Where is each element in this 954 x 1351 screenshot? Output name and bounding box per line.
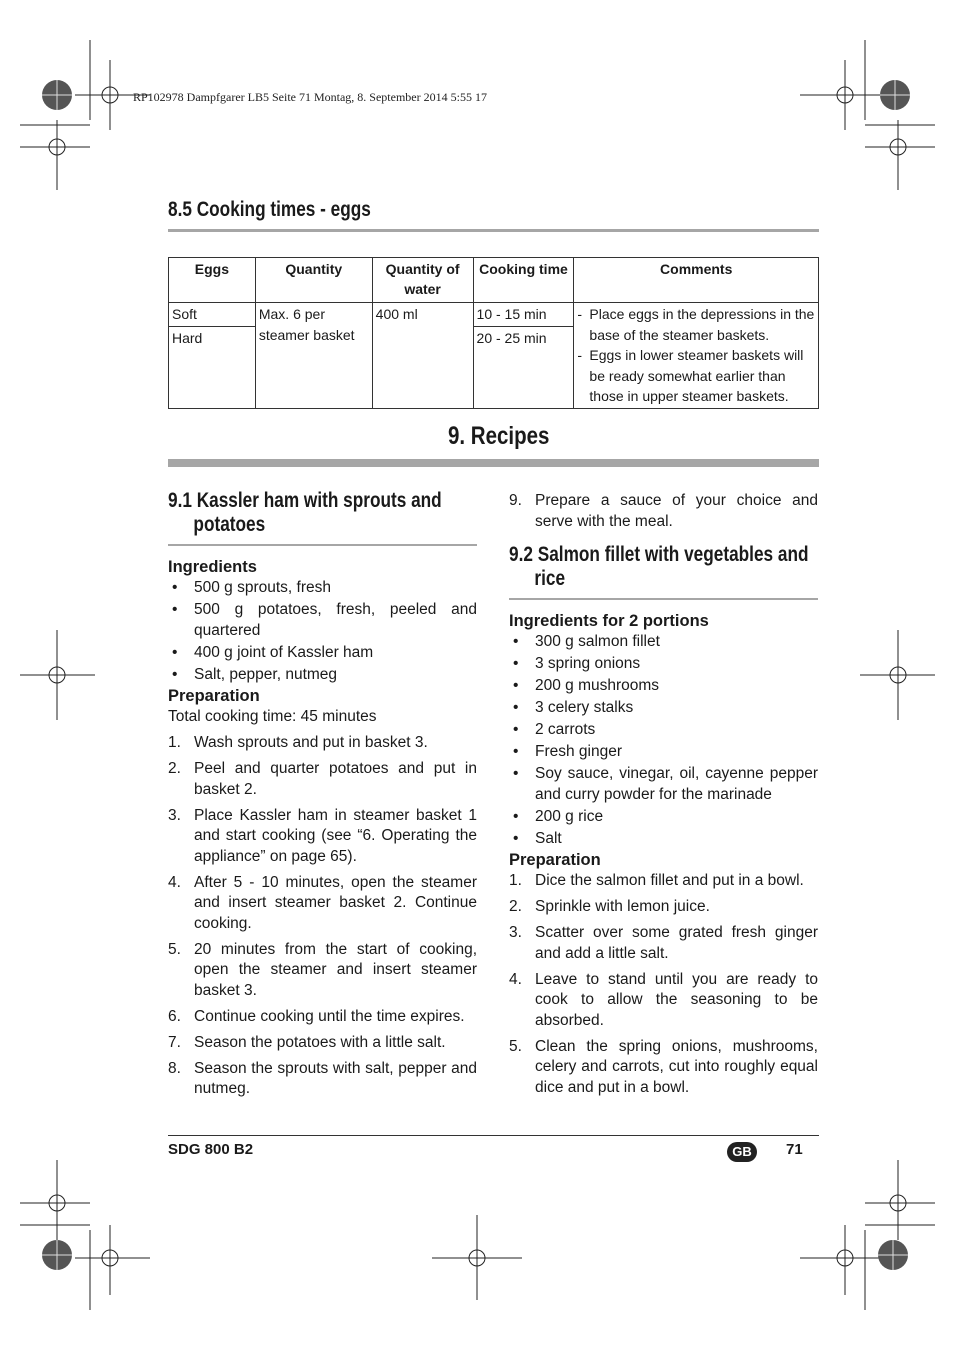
table-header: Quantity — [255, 258, 372, 303]
footer-rule — [168, 1135, 819, 1136]
list-item: • 3 spring onions — [509, 654, 818, 675]
recipe-9-2 — [509, 543, 818, 1104]
preparation-heading: Preparation — [509, 851, 601, 869]
list-item: • 2 carrots — [509, 720, 818, 741]
table-cell: Hard — [169, 326, 256, 408]
list-item: • 200 g rice — [509, 807, 818, 828]
steps-list — [509, 871, 818, 1098]
language-badge: GB — [727, 1142, 757, 1162]
list-item: 3. Place Kassler ham in steamer basket 1 and start cooking (see “6. Operating the appliance” on page 65). — [168, 806, 477, 865]
table-cell: Max. 6 per steamer basket — [255, 303, 372, 409]
table-header: Quantity of water — [372, 258, 473, 303]
list-item: • Salt — [509, 829, 818, 850]
table-header-row — [169, 258, 819, 303]
comment-item: - Eggs in lower steamer baskets will be ready somewhat earlier than those in upper steamer baskets. — [577, 347, 804, 404]
list-item: • 300 g salmon fillet — [509, 632, 818, 653]
ingredients-list — [509, 632, 818, 849]
ingredients-heading: Ingredients for 2 portions — [509, 612, 709, 630]
table-cell-comments — [574, 303, 819, 409]
footer-model: SDG 800 B2 — [168, 1141, 254, 1158]
table-cell: 400 ml — [372, 303, 473, 409]
list-item: • Soy sauce, vinegar, oil, cayenne pepper and curry powder for the marinade — [509, 764, 818, 805]
table-cell: 20 - 25 min — [473, 326, 574, 408]
steps-list — [168, 733, 477, 1100]
chapter-title: 9. Recipes — [448, 422, 550, 450]
total-time: Total cooking time: 45 minutes — [168, 708, 377, 725]
list-item: • Salt, pepper, nutmeg — [168, 665, 477, 686]
table-header: Cooking time — [473, 258, 574, 303]
section-rule — [168, 229, 819, 232]
list-item: • 3 celery stalks — [509, 698, 818, 719]
ingredients-heading: Ingredients — [168, 558, 257, 576]
list-item: 4. Leave to stand until you are ready to cook to allow the seasoning to be absorbed. — [509, 970, 818, 1029]
cooking-times-table — [168, 257, 819, 409]
preparation-heading: Preparation — [168, 687, 260, 705]
list-item: 9. Prepare a sauce of your choice and serve with the meal. — [509, 492, 818, 530]
steps-list — [509, 491, 818, 532]
list-item: 1. Wash sprouts and put in basket 3. — [168, 734, 428, 751]
recipe-9-1-continued — [509, 491, 818, 538]
table-row — [169, 303, 819, 327]
list-item: • Fresh ginger — [509, 742, 818, 763]
list-item: 8. Season the sprouts with salt, pepper and nutmeg. — [168, 1059, 477, 1097]
table-cell: Soft — [169, 303, 256, 327]
list-item: 6. Continue cooking until the time expires. — [168, 1007, 465, 1025]
list-item: • 500 g potatoes, fresh, peeled and quartered — [168, 600, 477, 641]
list-item: 2. Sprinkle with lemon juice. — [509, 898, 710, 915]
recipe-title-9-1: 9.1 Kassler ham with sprouts and potatoes — [168, 489, 442, 536]
list-item: 4. After 5 - 10 minutes, open the steamer and insert steamer basket 2. Continue cooking. — [168, 873, 477, 932]
list-item: 5. Clean the spring onions, mushrooms, celery and carrots, cut into roughly equal dice and put in a bowl. — [509, 1037, 818, 1096]
list-item: 3. Scatter over some grated fresh ginger and add a little salt. — [509, 924, 818, 962]
list-item: • 500 g sprouts, fresh — [168, 578, 477, 599]
list-item: • 400 g joint of Kassler ham — [168, 643, 477, 664]
table-header: Eggs — [169, 258, 256, 303]
table-cell: 10 - 15 min — [473, 303, 574, 327]
ingredients-list — [168, 578, 477, 685]
comment-item: - Place eggs in the depressions in the base of the steamer baskets. — [577, 306, 815, 343]
list-item: 2. Peel and quarter potatoes and put in basket 2. — [168, 760, 477, 798]
chapter-rule — [168, 459, 819, 467]
recipe-title-9-2: 9.2 Salmon fillet with vegetables and rice — [509, 543, 809, 590]
list-item: 7. Season the potatoes with a little salt. — [168, 1033, 446, 1051]
list-item: 1. Dice the salmon fillet and put in a bowl. — [509, 872, 804, 889]
recipe-9-1 — [168, 489, 477, 1105]
list-item: • 200 g mushrooms — [509, 676, 818, 697]
print-header: RP102978 Dampfgarer LB5 Seite 71 Montag, 8. September 2014 5:55 17 — [133, 90, 487, 104]
section-title-8-5: 8.5 Cooking times - eggs — [168, 198, 371, 221]
list-item: 5. 20 minutes from the start of cooking, open the steamer and insert steamer basket 3. — [168, 940, 477, 999]
page-number: 71 — [786, 1141, 803, 1158]
table-header: Comments — [574, 258, 819, 303]
